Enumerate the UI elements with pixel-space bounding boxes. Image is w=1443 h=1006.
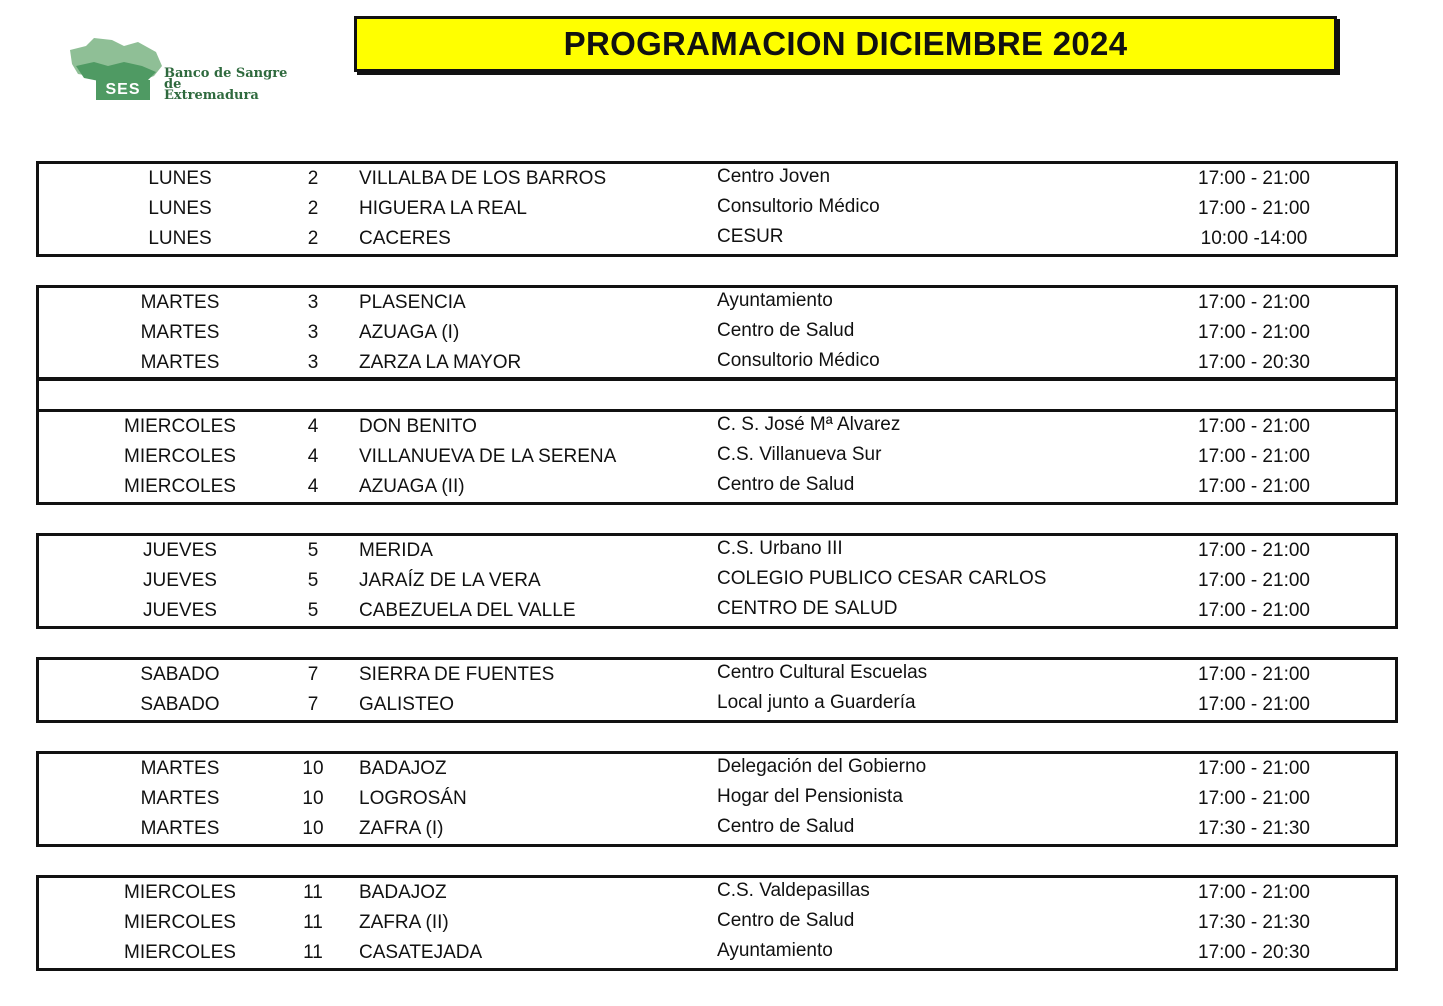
place-cell: Consultorio Médico	[717, 350, 880, 371]
time-cell: 17:00 - 21:00	[1198, 694, 1310, 715]
title-banner	[354, 16, 1337, 72]
day-cell: LUNES	[148, 198, 212, 219]
town-cell: CASATEJADA	[359, 942, 483, 963]
schedule-row	[39, 348, 1395, 378]
day-cell: MARTES	[140, 292, 220, 313]
time-cell: 17:00 - 20:30	[1198, 352, 1310, 373]
day-cell: JUEVES	[143, 600, 217, 621]
day-cell: SABADO	[140, 694, 220, 715]
town-cell: BADAJOZ	[359, 882, 447, 903]
town-cell: MERIDA	[359, 540, 433, 561]
logo-line-3: Extremadura	[164, 88, 259, 103]
place-cell: CENTRO DE SALUD	[717, 598, 898, 619]
place-cell: Centro Cultural Escuelas	[717, 662, 928, 683]
place-cell: Ayuntamiento	[717, 940, 833, 961]
time-cell: 17:30 - 21:30	[1198, 912, 1310, 933]
schedule-group	[36, 409, 1398, 505]
schedule-group	[36, 285, 1398, 381]
place-cell: Ayuntamiento	[717, 290, 833, 311]
logo-line-2: de	[164, 77, 182, 92]
page-title: PROGRAMACION DICIEMBRE 2024	[563, 25, 1128, 62]
schedule-row	[39, 318, 1395, 348]
schedule-row	[39, 908, 1395, 938]
schedule-row	[39, 412, 1395, 442]
day-cell: MARTES	[140, 818, 220, 839]
town-cell: VILLANUEVA DE LA SERENA	[359, 446, 617, 467]
place-cell: Hogar del Pensionista	[717, 786, 903, 807]
schedule-row	[39, 288, 1395, 318]
day-cell: MARTES	[140, 322, 220, 343]
day-cell: MIERCOLES	[124, 416, 236, 437]
schedule-group	[36, 751, 1398, 847]
time-cell: 17:30 - 21:30	[1198, 818, 1310, 839]
town-cell: GALISTEO	[359, 694, 455, 715]
town-cell: DON BENITO	[359, 416, 477, 437]
date-cell: 10	[302, 818, 324, 839]
place-cell: Centro de Salud	[717, 816, 855, 837]
time-cell: 17:00 - 21:00	[1198, 446, 1310, 467]
date-cell: 10	[302, 758, 324, 779]
place-cell: COLEGIO PUBLICO CESAR CARLOS	[717, 568, 1047, 589]
schedule-group	[36, 161, 1398, 257]
day-cell: MIERCOLES	[124, 912, 236, 933]
date-cell: 2	[307, 168, 319, 189]
town-cell: AZUAGA (II)	[359, 476, 465, 497]
town-cell: SIERRA DE FUENTES	[359, 664, 555, 685]
place-cell: Consultorio Médico	[717, 196, 880, 217]
place-cell: Centro de Salud	[717, 320, 855, 341]
date-cell: 5	[307, 600, 319, 621]
town-cell: JARAÍZ DE LA VERA	[359, 570, 541, 591]
date-cell: 4	[307, 416, 319, 437]
schedule-row	[39, 566, 1395, 596]
empty-divider-row	[36, 377, 1398, 412]
town-cell: ZAFRA (II)	[359, 912, 449, 933]
date-cell: 3	[307, 322, 319, 343]
schedule-row	[39, 784, 1395, 814]
place-cell: C.S. Valdepasillas	[717, 880, 870, 901]
day-cell: MARTES	[140, 758, 220, 779]
town-cell: HIGUERA LA REAL	[359, 198, 527, 219]
day-cell: MARTES	[140, 352, 220, 373]
time-cell: 17:00 - 21:00	[1198, 476, 1310, 497]
date-cell: 3	[307, 352, 319, 373]
date-cell: 11	[303, 912, 323, 933]
time-cell: 17:00 - 21:00	[1198, 882, 1310, 903]
schedule-row	[39, 660, 1395, 690]
day-cell: MIERCOLES	[124, 446, 236, 467]
place-cell: C.S. Urbano III	[717, 538, 843, 559]
time-cell: 17:00 - 21:00	[1198, 788, 1310, 809]
day-cell: JUEVES	[143, 540, 217, 561]
town-cell: PLASENCIA	[359, 292, 466, 313]
place-cell: C.S. Villanueva Sur	[717, 444, 882, 465]
schedule-group	[36, 533, 1398, 629]
schedule-row	[39, 596, 1395, 626]
date-cell: 7	[307, 664, 319, 685]
place-cell: Delegación del Gobierno	[717, 756, 927, 777]
schedule-row	[39, 472, 1395, 502]
day-cell: LUNES	[148, 228, 212, 249]
place-cell: Local junto a Guardería	[717, 692, 916, 713]
time-cell: 17:00 - 21:00	[1198, 322, 1310, 343]
day-cell: MIERCOLES	[124, 882, 236, 903]
schedule-row	[39, 754, 1395, 784]
ses-badge: SES	[96, 80, 150, 100]
time-cell: 17:00 - 21:00	[1198, 600, 1310, 621]
date-cell: 4	[307, 476, 319, 497]
town-cell: VILLALBA DE LOS BARROS	[359, 168, 607, 189]
time-cell: 17:00 - 21:00	[1198, 758, 1310, 779]
date-cell: 11	[303, 942, 323, 963]
date-cell: 10	[302, 788, 324, 809]
day-cell: MARTES	[140, 788, 220, 809]
time-cell: 17:00 - 20:30	[1198, 942, 1310, 963]
place-cell: Centro de Salud	[717, 910, 855, 931]
date-cell: 2	[307, 228, 319, 249]
town-cell: CABEZUELA DEL VALLE	[359, 600, 576, 621]
logo-text	[164, 68, 350, 101]
schedule-row	[39, 536, 1395, 566]
date-cell: 11	[303, 882, 323, 903]
day-cell: JUEVES	[143, 570, 217, 591]
town-cell: CACERES	[359, 228, 451, 249]
time-cell: 17:00 - 21:00	[1198, 292, 1310, 313]
time-cell: 17:00 - 21:00	[1198, 198, 1310, 219]
schedule-row	[39, 442, 1395, 472]
schedule-group	[36, 875, 1398, 971]
time-cell: 17:00 - 21:00	[1198, 168, 1310, 189]
schedule-row	[39, 814, 1395, 844]
day-cell: LUNES	[148, 168, 212, 189]
time-cell: 17:00 - 21:00	[1198, 570, 1310, 591]
schedule-row	[39, 194, 1395, 224]
date-cell: 3	[307, 292, 319, 313]
town-cell: BADAJOZ	[359, 758, 447, 779]
date-cell: 5	[307, 570, 319, 591]
logo-line-1: Banco de Sangre	[164, 66, 288, 81]
town-cell: LOGROSÁN	[359, 788, 467, 809]
date-cell: 5	[307, 540, 319, 561]
place-cell: CESUR	[717, 226, 784, 247]
schedule-row	[39, 690, 1395, 720]
day-cell: MIERCOLES	[124, 942, 236, 963]
day-cell: MIERCOLES	[124, 476, 236, 497]
day-cell: SABADO	[140, 664, 220, 685]
schedule-row	[39, 938, 1395, 968]
date-cell: 2	[307, 198, 319, 219]
place-cell: Centro Joven	[717, 166, 831, 187]
time-cell: 17:00 - 21:00	[1198, 540, 1310, 561]
blood-bank-logo	[64, 36, 354, 108]
date-cell: 4	[307, 446, 319, 467]
date-cell: 7	[307, 694, 319, 715]
place-cell: C. S. José Mª Alvarez	[717, 414, 901, 435]
schedule-row	[39, 878, 1395, 908]
schedule-group	[36, 657, 1398, 723]
town-cell: AZUAGA (I)	[359, 322, 460, 343]
place-cell: Centro de Salud	[717, 474, 855, 495]
schedule-row	[39, 164, 1395, 194]
town-cell: ZARZA LA MAYOR	[359, 352, 522, 373]
town-cell: ZAFRA (I)	[359, 818, 444, 839]
schedule-row	[39, 224, 1395, 254]
time-cell: 10:00 -14:00	[1200, 228, 1308, 249]
time-cell: 17:00 - 21:00	[1198, 664, 1310, 685]
time-cell: 17:00 - 21:00	[1198, 416, 1310, 437]
